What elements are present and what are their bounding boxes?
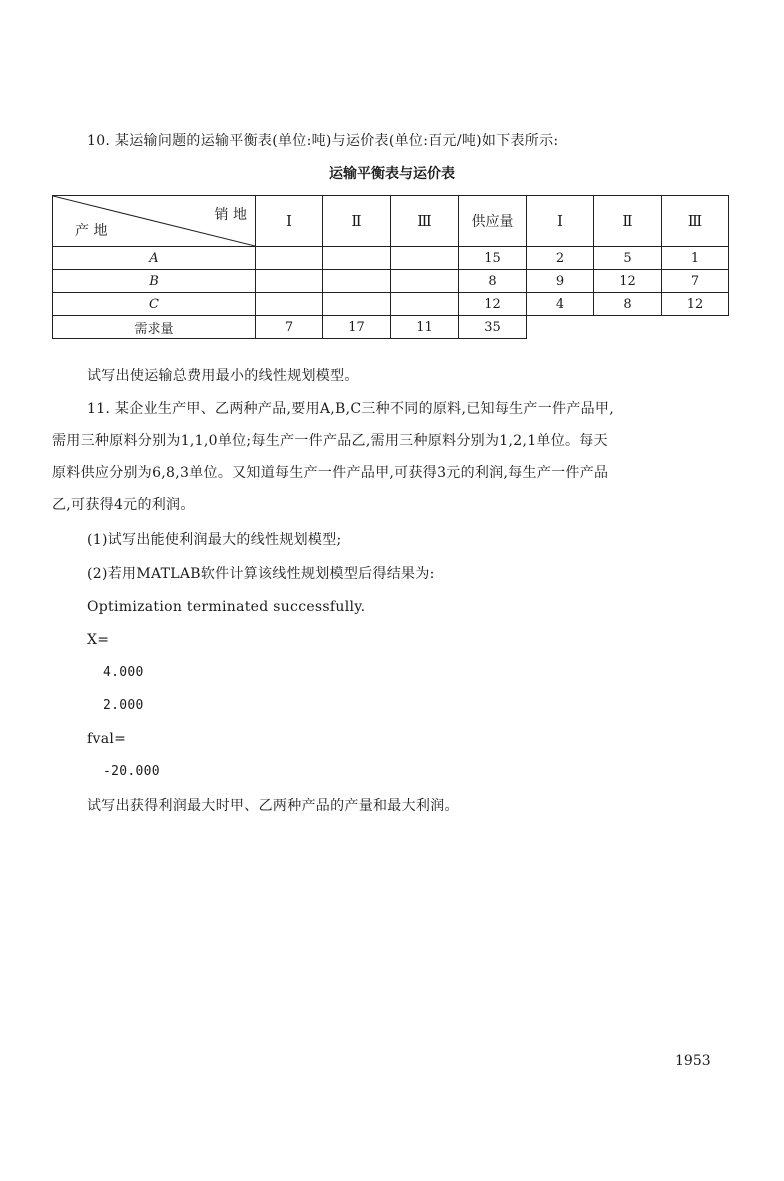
price-cell: 12 bbox=[662, 293, 729, 316]
demand-total: 35 bbox=[459, 316, 527, 339]
corner-cell bbox=[53, 196, 256, 247]
page-number: 1953 bbox=[675, 1053, 711, 1069]
table-title: 运输平衡表与运价表 bbox=[329, 166, 455, 182]
q11-line4: 乙,可获得4元的利润。 bbox=[52, 497, 195, 513]
col-header: Ⅰ bbox=[527, 196, 594, 247]
x1-value: 4.000 bbox=[103, 665, 144, 680]
table-cell bbox=[256, 270, 323, 293]
q10-question: 试写出使运输总费用最小的线性规划模型。 bbox=[87, 368, 359, 384]
table-cell bbox=[391, 270, 459, 293]
demand-label: 需求量 bbox=[53, 316, 256, 339]
fval-value: -20.000 bbox=[103, 764, 160, 779]
x-label: X= bbox=[87, 632, 110, 648]
transport-table bbox=[52, 195, 729, 339]
table-cell bbox=[391, 293, 459, 316]
row-label: A bbox=[53, 247, 256, 270]
table-cell bbox=[323, 293, 391, 316]
price-cell: 7 bbox=[662, 270, 729, 293]
empty-cell bbox=[594, 316, 662, 339]
col-header: 供应量 bbox=[459, 196, 527, 247]
row-label: B bbox=[53, 270, 256, 293]
col-header: Ⅲ bbox=[391, 196, 459, 247]
q11-final: 试写出获得利润最大时甲、乙两种产品的产量和最大利润。 bbox=[87, 798, 459, 814]
price-cell: 9 bbox=[527, 270, 594, 293]
price-cell: 4 bbox=[527, 293, 594, 316]
supply-cell: 12 bbox=[459, 293, 527, 316]
q11-line1: 11. 某企业生产甲、乙两种产品,要用A,B,C三种不同的原料,已知每生产一件产品甲, bbox=[87, 401, 614, 417]
col-header: Ⅱ bbox=[594, 196, 662, 247]
fval-label: fval= bbox=[87, 731, 127, 747]
q11-sub2: (2)若用MATLAB软件计算该线性规划模型后得结果为: bbox=[87, 566, 435, 582]
price-cell: 2 bbox=[527, 247, 594, 270]
supply-cell: 15 bbox=[459, 247, 527, 270]
x2-value: 2.000 bbox=[103, 698, 144, 713]
table-cell bbox=[256, 293, 323, 316]
table-cell bbox=[391, 247, 459, 270]
table-row bbox=[53, 293, 729, 316]
demand-cell: 7 bbox=[256, 316, 323, 339]
col-header: Ⅱ bbox=[323, 196, 391, 247]
q11-line2: 需用三种原料分别为1,1,0单位;每生产一件产品乙,需用三种原料分别为1,2,1单位。每天 bbox=[52, 433, 608, 449]
empty-cell bbox=[662, 316, 729, 339]
demand-row bbox=[53, 316, 729, 339]
corner-bottom-label: 产 地 bbox=[75, 223, 108, 239]
table-row bbox=[53, 247, 729, 270]
table-cell bbox=[323, 270, 391, 293]
price-cell: 5 bbox=[594, 247, 662, 270]
supply-cell: 8 bbox=[459, 270, 527, 293]
price-cell: 1 bbox=[662, 247, 729, 270]
matlab-message: Optimization terminated successfully. bbox=[87, 599, 366, 615]
q11-sub1: (1)试写出能使利润最大的线性规划模型; bbox=[87, 532, 342, 548]
q11-line3: 原料供应分别为6,8,3单位。又知道每生产一件产品甲,可获得3元的利润,每生产一件产品 bbox=[52, 465, 609, 481]
table-row bbox=[53, 270, 729, 293]
price-cell: 12 bbox=[594, 270, 662, 293]
demand-cell: 11 bbox=[391, 316, 459, 339]
demand-cell: 17 bbox=[323, 316, 391, 339]
col-header: Ⅰ bbox=[256, 196, 323, 247]
col-header: Ⅲ bbox=[662, 196, 729, 247]
empty-cell bbox=[527, 316, 594, 339]
row-label: C bbox=[53, 293, 256, 316]
table-cell bbox=[323, 247, 391, 270]
corner-top-label: 销 地 bbox=[214, 207, 247, 223]
price-cell: 8 bbox=[594, 293, 662, 316]
q10-intro: 10. 某运输问题的运输平衡表(单位:吨)与运价表(单位:百元/吨)如下表所示: bbox=[87, 133, 559, 149]
table-cell bbox=[256, 247, 323, 270]
